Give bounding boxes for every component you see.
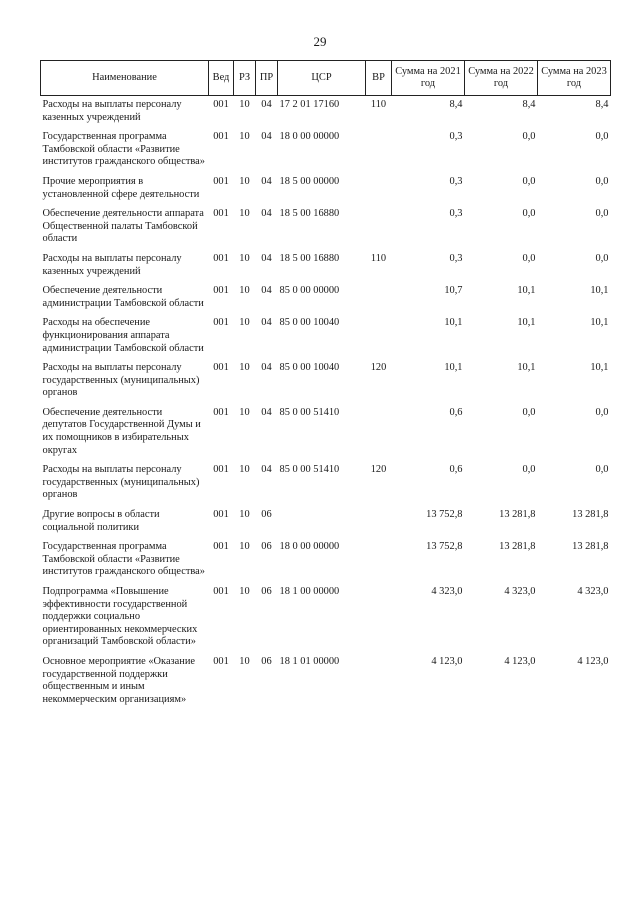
cell-vr: 110	[370, 99, 387, 110]
cell-sum-2022: 4 123,0	[504, 655, 536, 667]
table-row	[41, 205, 611, 250]
cell-name: Прочие мероприятия в установленной сфере деятельности	[42, 175, 200, 200]
cell-csr: 85 0 00 10040	[279, 362, 340, 374]
cell-csr: 18 0 00 00000	[279, 131, 340, 143]
cell-csr: 17 2 01 17160	[279, 99, 340, 110]
cell-csr: 85 0 00 10040	[279, 317, 340, 329]
table-row	[41, 461, 611, 506]
cell-sum-2021: 13 752,8	[426, 541, 463, 553]
cell-sum-2021: 13 752,8	[426, 509, 463, 521]
cell-pr: 04	[261, 99, 272, 110]
cell-ved: 001	[213, 131, 229, 143]
cell-pr: 06	[261, 655, 272, 667]
cell-pr: 04	[261, 175, 272, 187]
cell-sum-2023: 8,4	[595, 99, 609, 110]
cell-sum-2022: 0,0	[522, 208, 536, 220]
cell-sum-2022: 0,0	[522, 406, 536, 418]
cell-sum-2022: 0,0	[522, 464, 536, 476]
cell-rz: 10	[239, 317, 250, 329]
cell-sum-2021: 0,3	[449, 175, 463, 187]
cell-sum-2022: 8,4	[522, 99, 536, 110]
cell-ved: 001	[213, 99, 229, 110]
header-sum-2023: Сумма на 2023 год	[538, 61, 611, 96]
table-row	[41, 173, 611, 205]
cell-ved: 001	[213, 541, 229, 553]
cell-pr: 04	[261, 131, 272, 143]
cell-sum-2021: 10,1	[444, 317, 463, 329]
cell-csr: 85 0 00 00000	[279, 285, 340, 297]
cell-pr: 04	[261, 252, 272, 264]
cell-pr: 04	[261, 317, 272, 329]
cell-vr: 110	[370, 252, 387, 264]
cell-rz: 10	[239, 586, 250, 597]
cell-vr	[366, 653, 392, 710]
table-row	[41, 250, 611, 282]
cell-pr: 04	[261, 208, 272, 220]
cell-sum-2023: 13 281,8	[572, 509, 609, 521]
cell-vr	[366, 404, 392, 461]
cell-vr	[366, 506, 392, 538]
cell-pr: 06	[261, 509, 272, 521]
cell-name: Расходы на обеспечение функционирования аппарата администрации Тамбовской области	[42, 317, 204, 354]
cell-pr: 04	[261, 362, 272, 374]
cell-csr: 85 0 00 51410	[279, 406, 340, 418]
cell-sum-2022: 4 323,0	[504, 586, 536, 597]
cell-name: Расходы на выплаты персоналу государственных (муниципальных) органов	[42, 362, 200, 399]
cell-vr	[366, 282, 392, 314]
cell-sum-2021: 8,4	[449, 99, 463, 110]
cell-csr: 18 0 00 00000	[279, 541, 340, 553]
table-row	[41, 96, 611, 129]
cell-sum-2022: 13 281,8	[499, 509, 536, 521]
table-row	[41, 128, 611, 173]
cell-sum-2021: 0,3	[449, 208, 463, 220]
table-row	[41, 583, 611, 653]
cell-sum-2021: 0,6	[449, 406, 463, 418]
cell-csr: 18 5 00 16880	[279, 252, 340, 264]
cell-pr: 06	[261, 541, 272, 553]
table-row	[41, 282, 611, 314]
table-row	[41, 538, 611, 583]
cell-name: Другие вопросы в области социальной политики	[42, 509, 160, 533]
cell-sum-2023: 10,1	[590, 362, 609, 374]
cell-sum-2022: 10,1	[517, 317, 536, 329]
cell-ved: 001	[213, 464, 229, 476]
cell-pr: 04	[261, 285, 272, 297]
cell-rz: 10	[239, 464, 250, 476]
cell-vr	[366, 205, 392, 250]
cell-rz: 10	[239, 285, 250, 297]
budget-table	[40, 60, 611, 710]
cell-rz: 10	[239, 541, 250, 553]
cell-rz: 10	[239, 509, 250, 521]
cell-vr: 120	[370, 362, 387, 374]
cell-sum-2021: 4 323,0	[431, 586, 463, 597]
cell-ved: 001	[213, 317, 229, 329]
cell-sum-2023: 10,1	[590, 317, 609, 329]
cell-sum-2021: 0,3	[449, 252, 463, 264]
cell-sum-2022: 0,0	[522, 252, 536, 264]
cell-rz: 10	[239, 655, 250, 667]
cell-sum-2021: 0,6	[449, 464, 463, 476]
page-number: 29	[313, 34, 327, 49]
cell-rz: 10	[239, 208, 250, 220]
cell-sum-2022: 10,1	[517, 362, 536, 374]
header-name: Наименование	[41, 61, 209, 96]
header-pr: ПР	[256, 61, 278, 96]
cell-sum-2023: 0,0	[595, 175, 609, 187]
cell-ved: 001	[213, 406, 229, 418]
cell-pr: 04	[261, 406, 272, 418]
cell-name: Обеспечение деятельности депутатов Государственной Думы и их помощников в избирательных округах	[42, 406, 201, 456]
cell-rz: 10	[239, 131, 250, 143]
cell-sum-2021: 10,1	[444, 362, 463, 374]
cell-csr: 18 5 00 16880	[279, 208, 340, 220]
header-vr: ВР	[366, 61, 392, 96]
cell-ved: 001	[213, 285, 229, 297]
cell-sum-2021: 4 123,0	[431, 655, 463, 667]
cell-vr	[366, 538, 392, 583]
cell-sum-2023: 4 323,0	[577, 586, 609, 597]
cell-sum-2022: 0,0	[522, 175, 536, 187]
table-header-row	[41, 61, 611, 96]
cell-sum-2023: 10,1	[590, 285, 609, 297]
cell-pr: 06	[261, 586, 272, 597]
cell-csr: 18 5 00 00000	[279, 175, 340, 187]
table-row	[41, 653, 611, 710]
cell-sum-2022: 0,0	[522, 131, 536, 143]
table-row	[41, 506, 611, 538]
cell-sum-2023: 0,0	[595, 406, 609, 418]
header-rz: РЗ	[234, 61, 256, 96]
header-ved: Вед	[209, 61, 234, 96]
cell-csr: 18 1 01 00000	[279, 655, 340, 667]
cell-name: Обеспечение деятельности администрации Тамбовской области	[42, 285, 204, 309]
cell-sum-2023: 13 281,8	[572, 541, 609, 553]
cell-rz: 10	[239, 406, 250, 418]
cell-vr	[366, 173, 392, 205]
cell-name: Расходы на выплаты персоналу казенных учреждений	[42, 99, 182, 123]
cell-sum-2023: 0,0	[595, 252, 609, 264]
cell-sum-2023: 0,0	[595, 464, 609, 476]
cell-ved: 001	[213, 175, 229, 187]
table-row	[41, 314, 611, 359]
cell-ved: 001	[213, 586, 229, 597]
cell-vr	[366, 128, 392, 173]
cell-vr: 120	[370, 464, 387, 476]
cell-ved: 001	[213, 655, 229, 667]
header-sum-2021: Сумма на 2021 год	[392, 61, 465, 96]
cell-name: Основное мероприятие «Оказание государственной поддержки общественным и иным некоммерческим организациям»	[42, 655, 196, 705]
cell-vr	[366, 314, 392, 359]
cell-sum-2023: 4 123,0	[577, 655, 609, 667]
header-sum-2022: Сумма на 2022 год	[465, 61, 538, 96]
cell-ved: 001	[213, 509, 229, 521]
cell-rz: 10	[239, 362, 250, 374]
cell-name: Расходы на выплаты персоналу государственных (муниципальных) органов	[42, 464, 200, 501]
cell-sum-2021: 0,3	[449, 131, 463, 143]
cell-name: Государственная программа Тамбовской области «Развитие институтов гражданского общества»	[42, 541, 205, 578]
cell-rz: 10	[239, 252, 250, 264]
table-row	[41, 404, 611, 461]
cell-vr	[366, 583, 392, 653]
cell-csr	[278, 506, 366, 538]
cell-csr: 18 1 00 00000	[279, 586, 340, 597]
cell-name: Обеспечение деятельности аппарата Общественной палаты Тамбовской области	[42, 208, 204, 245]
cell-ved: 001	[213, 208, 229, 220]
cell-rz: 10	[239, 175, 250, 187]
cell-sum-2021: 10,7	[444, 285, 463, 297]
cell-csr: 85 0 00 51410	[279, 464, 340, 476]
cell-ved: 001	[213, 362, 229, 374]
cell-sum-2023: 0,0	[595, 131, 609, 143]
cell-sum-2022: 13 281,8	[499, 541, 536, 553]
cell-rz: 10	[239, 99, 250, 110]
cell-name: Подпрограмма «Повышение эффективности государственной поддержки социально ориентированных некоммерческих организаций Тамбовской области»	[42, 586, 198, 648]
cell-name: Расходы на выплаты персоналу казенных учреждений	[42, 252, 182, 277]
cell-sum-2023: 0,0	[595, 208, 609, 220]
cell-pr: 04	[261, 464, 272, 476]
cell-ved: 001	[213, 252, 229, 264]
table-row	[41, 359, 611, 404]
cell-sum-2022: 10,1	[517, 285, 536, 297]
header-csr: ЦСР	[278, 61, 366, 96]
cell-name: Государственная программа Тамбовской области «Развитие институтов гражданского общества»	[42, 131, 205, 168]
